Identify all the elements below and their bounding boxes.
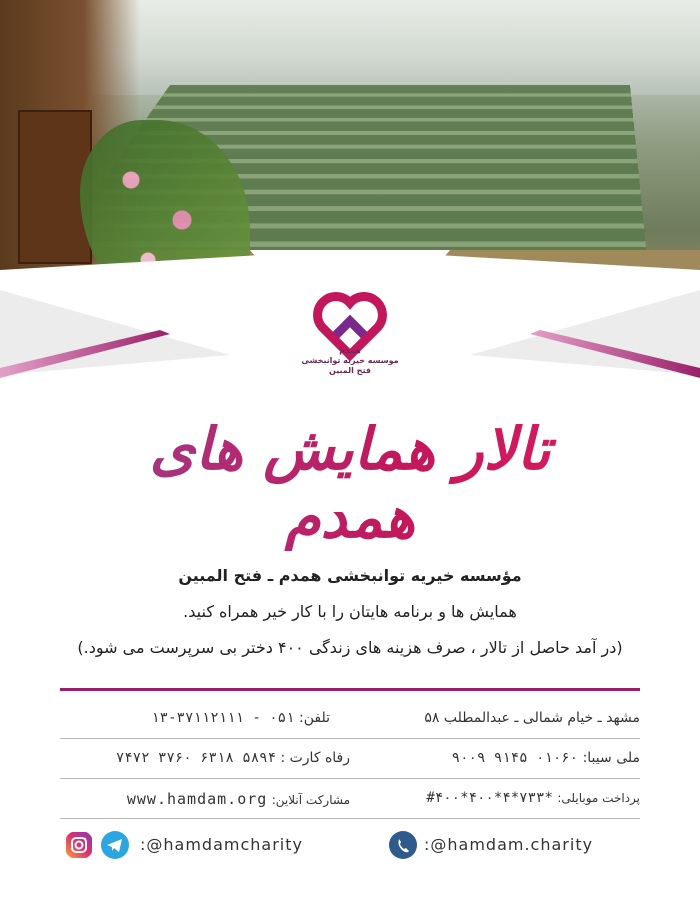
online-value: www.hamdam.org: [126, 790, 268, 808]
online-support: [60, 790, 350, 808]
bank1-label: ملی سیبا:: [582, 750, 640, 766]
logo-title: همدم: [339, 346, 361, 355]
bank2-value: ۵۸۹۴ ۶۳۱۸ ۳۷۶۰ ۷۴۷۲: [115, 750, 276, 766]
phone: [60, 710, 330, 726]
divider: [60, 818, 640, 819]
phone-value: ۰۵۱ - ۳۷۱۱۲۱۱۱-۱۳: [151, 710, 295, 726]
social-handle-right: :@hamdam.charity: [424, 835, 594, 854]
tagline: همایش ها و برنامه هایتان را با کار خیر همراه کنید.: [183, 602, 517, 621]
phone-bubble-icon: [388, 830, 418, 860]
divider-top: [60, 688, 640, 691]
instagram-icon: [64, 830, 94, 860]
note: (در آمد حاصل از تالار ، صرف هزینه های زندگی ۴۰۰ دختر بی سرپرست می شود.): [77, 638, 623, 657]
bank-melli: [452, 750, 640, 766]
phone-label: تلفن:: [299, 710, 330, 726]
bank2-label: رفاه کارت :: [280, 750, 350, 766]
mobile-pay: [426, 790, 640, 806]
telegram-icon: [100, 830, 130, 860]
mobile-value: *۷۳۳*۴*۴۰۰*۴۰۰#: [426, 790, 553, 806]
mobile-label: پرداخت موبایلی:: [557, 791, 640, 805]
address: مشهد ـ خیام شمالی ـ عبدالمطلب ۵۸: [424, 710, 640, 726]
bank1-value: ۰۱۰۶۰ ۹۱۴۵ ۹۰۰۹: [451, 750, 579, 766]
logo-text: [300, 346, 400, 376]
logo-subtitle-2: فتح المبین: [329, 366, 371, 375]
bank-refah: [60, 750, 350, 766]
poster-title: تالار همایش های همدم: [100, 415, 600, 551]
online-label: مشارکت آنلاین:: [271, 793, 350, 807]
divider: [60, 738, 640, 739]
social-handle-left: :@hamdamcharity: [140, 835, 303, 854]
logo-subtitle: موسسه خیریه توانبخشی: [301, 356, 399, 365]
organization-name: مؤسسه خیریه توانبخشی همدم ـ فتح المبین: [178, 566, 522, 585]
divider: [60, 778, 640, 779]
